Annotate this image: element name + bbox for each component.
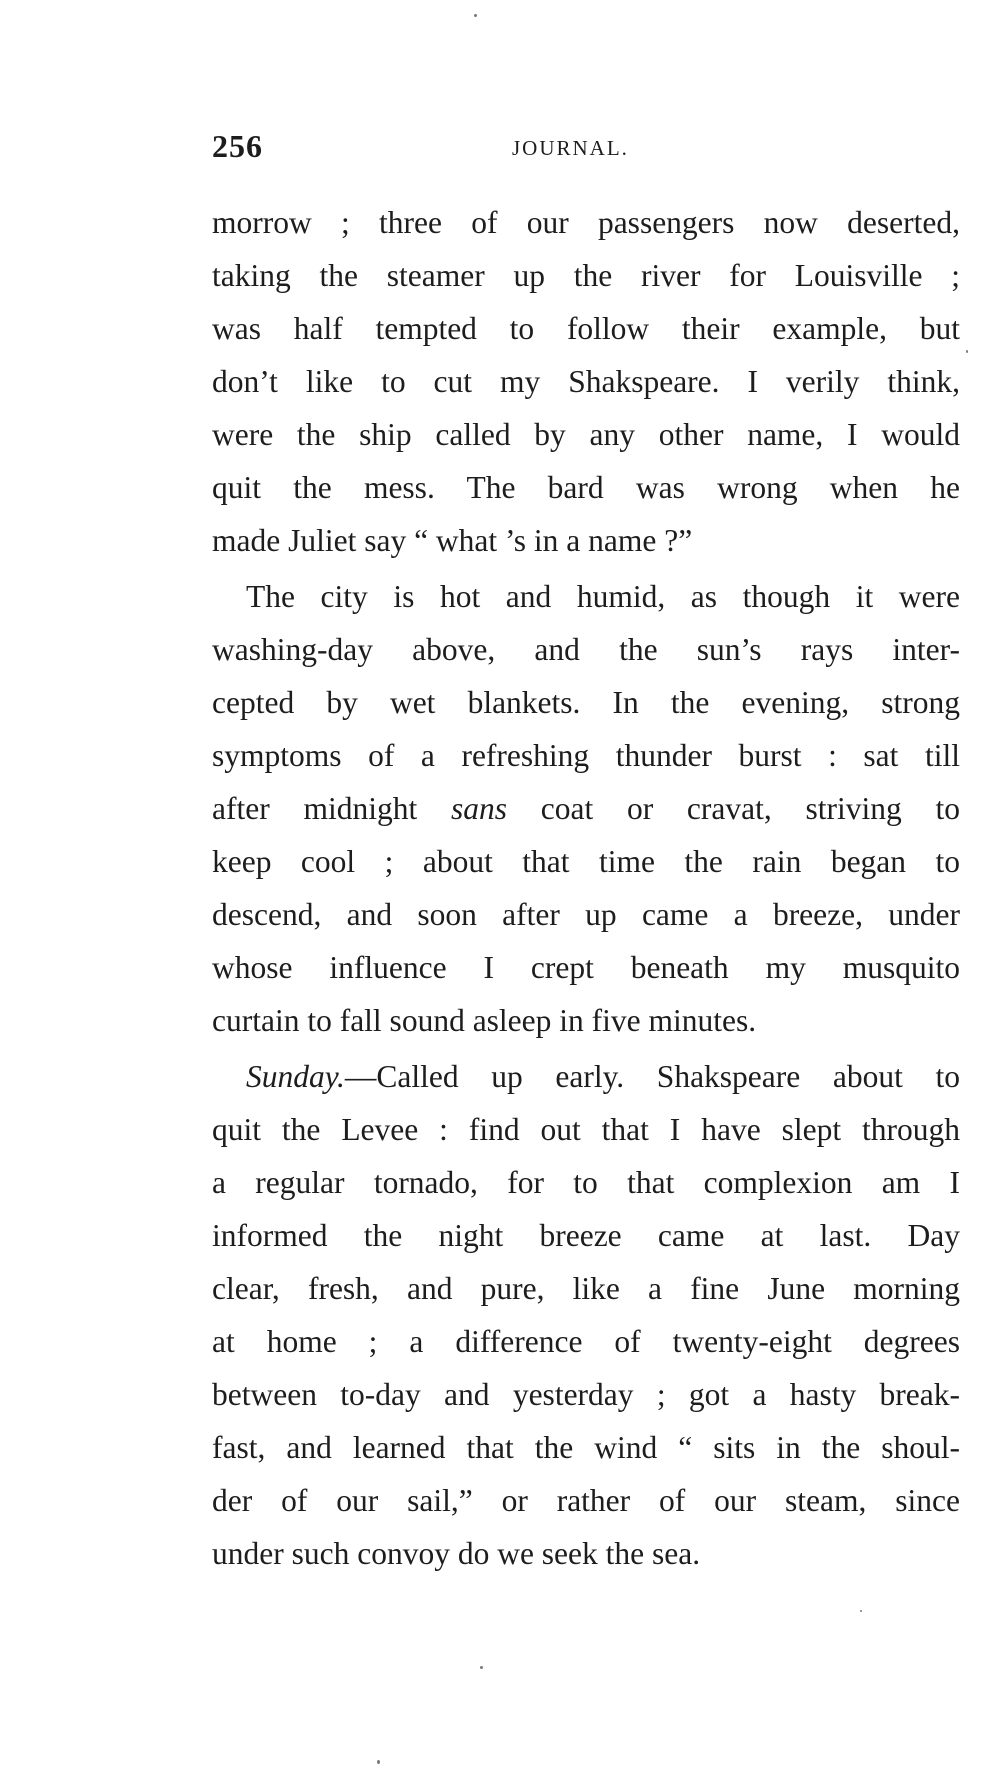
paragraph-3 bbox=[212, 1050, 960, 1580]
text-line: between to-day and yesterday ; got a hasty break- bbox=[212, 1377, 960, 1412]
text-line: taking the steamer up the river for Louisville ; bbox=[212, 258, 960, 293]
text-line: quit the mess. The bard was wrong when he bbox=[212, 470, 960, 505]
scan-speck bbox=[966, 350, 968, 353]
text-line: symptoms of a refreshing thunder burst : sat till bbox=[212, 738, 960, 773]
text-line: cepted by wet blankets. In the evening, strong bbox=[212, 685, 960, 720]
text-line: don’t like to cut my Shakspeare. I verily think, bbox=[212, 364, 960, 399]
text-line: keep cool ; about that time the rain began to bbox=[212, 844, 960, 879]
text-line: made Juliet say “ what ’s in a name ?” bbox=[212, 523, 693, 558]
text-line: curtain to fall sound asleep in five minutes. bbox=[212, 1003, 757, 1038]
text-line: descend, and soon after up came a breeze, under bbox=[212, 897, 960, 932]
italic-lead: Sunday. bbox=[246, 1059, 345, 1094]
scan-speck bbox=[474, 14, 477, 17]
body-text bbox=[212, 196, 960, 1580]
italic-word: sans bbox=[450, 791, 507, 826]
text-line: informed the night breeze came at last. Day bbox=[212, 1218, 960, 1253]
text-line: at home ; a difference of twenty-eight degrees bbox=[212, 1324, 960, 1359]
text-line-with-italic bbox=[212, 782, 960, 835]
text-line: under such convoy do we seek the sea. bbox=[212, 1536, 701, 1571]
page-header bbox=[212, 128, 960, 168]
text-line: clear, fresh, and pure, like a fine June morning bbox=[212, 1271, 960, 1306]
scan-speck bbox=[860, 1610, 862, 1612]
text-line: der of our sail,” or rather of our steam, since bbox=[212, 1483, 960, 1518]
text-line: were the ship called by any other name, I would bbox=[212, 417, 960, 452]
paragraph-2 bbox=[212, 570, 960, 1047]
text-line: was half tempted to follow their example, but bbox=[212, 311, 960, 346]
text-line: fast, and learned that the wind “ sits in the shoul- bbox=[212, 1430, 960, 1465]
running-head: JOURNAL. bbox=[512, 136, 629, 160]
text-line: whose influence I crept beneath my musquito bbox=[212, 950, 960, 985]
page-number: 256 bbox=[212, 128, 263, 164]
scan-speck bbox=[377, 1760, 380, 1764]
text-line: washing-day above, and the sun’s rays inter- bbox=[212, 632, 960, 667]
line-rest: —Called up early. Shakspeare about to bbox=[344, 1059, 960, 1094]
paragraph-1 bbox=[212, 196, 960, 567]
text-line: morrow ; three of our passengers now deserted, bbox=[212, 205, 960, 240]
text-line: quit the Levee : find out that I have slept through bbox=[212, 1112, 960, 1147]
text-line: a regular tornado, for to that complexion am I bbox=[212, 1165, 960, 1200]
line-end: coat or cravat, striving to bbox=[506, 791, 960, 826]
text-line: The city is hot and humid, as though it were bbox=[246, 579, 960, 614]
scan-speck bbox=[480, 1666, 483, 1669]
line-start: after midnight bbox=[212, 791, 451, 826]
text-line-with-italic bbox=[212, 1050, 960, 1103]
